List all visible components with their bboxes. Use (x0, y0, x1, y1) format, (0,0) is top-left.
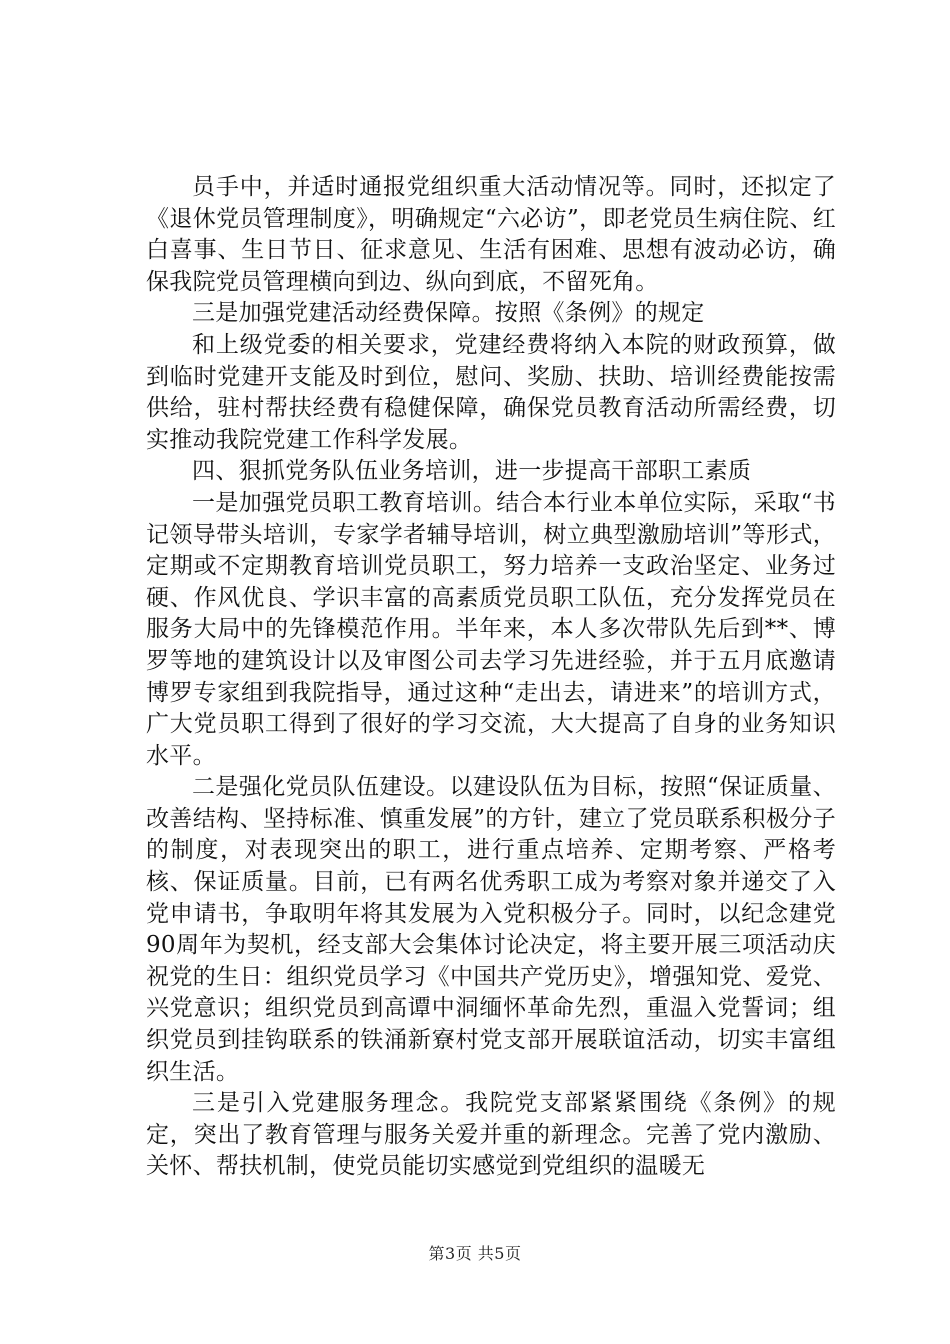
paragraph-2: 三是加强党建活动经费保障。按照《条例》的规定 (192, 300, 705, 327)
paragraph-1: 员手中，并适时通报党组织重大活动情况等。同时，还拟定了《退休党员管理制度》，明确规定“六必访”，即老党员生病住院、红白喜事、生日节日、征求意见、生活有困难、思想有波动必访，确保我院党员管理横向到边、纵向到底，不留死角。 (146, 174, 836, 295)
paragraph-3: 和上级党委的相关要求，党建经费将纳入本院的财政预算，做到临时党建开支能及时到位，慰问、奖励、扶助、培训经费能按需供给，驻村帮扶经费有稳健保障，确保党员教育活动所需经费，切实推动我院党建工作科学发展。 (146, 331, 836, 453)
page-number: 第3页 共5页 (428, 1244, 522, 1263)
page-footer (0, 1241, 950, 1264)
paragraph-6: 二是强化党员队伍建设。以建设队伍为目标，按照“保证质量、改善结构、坚持标准、慎重发展”的方针，建立了党员联系积极分子的制度，对表现突出的职工，进行重点培养、定期考察、严格考核、保证质量。目前，已有两名优秀职工成为考察对象并递交了入党申请书，争取明年将其发展为入党积极分子。同时，以纪念建党90周年为契机，经支部大会集体讨论决定，将主要开展三项活动庆祝党的生日：组织党员学习《中国共产党历史》，增强知党、爱党、兴党意识；组织党员到高谭中洞缅怀革命先烈，重温入党誓词；组织党员到挂钩联系的铁涌新寮村党支部开展联谊活动，切实丰富组织生活。 (146, 774, 836, 1085)
paragraph-7: 三是引入党建服务理念。我院党支部紧紧围绕《条例》的规定，突出了教育管理与服务关爱并重的新理念。完善了党内激励、关怀、帮扶机制，使党员能切实感觉到党组织的温暖无 (146, 1090, 836, 1180)
document-body (146, 172, 836, 1183)
section-heading: 四、狠抓党务队伍业务培训，进一步提高干部职工素质 (192, 458, 752, 485)
paragraph-5: 一是加强党员职工教育培训。结合本行业本单位实际，采取“书记领导带头培训，专家学者辅导培训，树立典型激励培训”等形式，定期或不定期教育培训党员职工，努力培养一支政治坚定、业务过硬、作风优良、学识丰富的高素质党员职工队伍，充分发挥党员在服务大局中的先锋模范作用。半年来，本人多次带队先后到**、博罗等地的建筑设计以及审图公司去学习先进经验，并于五月底邀请博罗专家组到我院指导，通过这种“走出去，请进来”的培训方式，广大党员职工得到了很好的学习交流，大大提高了自身的业务知识水平。 (146, 489, 836, 769)
